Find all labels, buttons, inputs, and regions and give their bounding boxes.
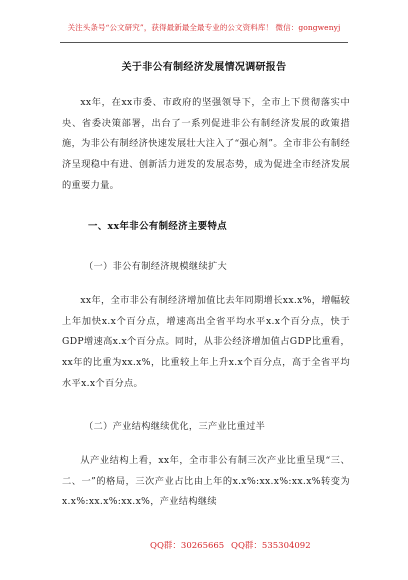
section-heading: 一、xx年非公有制经济主要特点 [88,221,228,232]
header-divider [60,42,348,43]
body-paragraph: xx年，全市非公有制经济增加值比去年同期增长xx.x%，增幅较上年加快x.x个百分点，增速高出全省平均水平x.x个百分点，快于GDP增速高x.x个百分点。同时，从非公经济增加值占GDP比重看，xx年的比重为xx.x%，比重较上年上升x.x个百分点，高于全省平均水平x.x个百分点。 [62,295,350,389]
footer-qq-group-2: QQ群：535304092 [231,541,311,551]
intro-paragraph: xx年，在xx市委、市政府的坚强领导下，全市上下贯彻落实中央、省委决策部署，出台了一系列促进非公有制经济发展的政策措施，为非公有制经济快速发展壮大注入了“强心剂”。全市非公有制经济呈现稳中有进、创新活力迸发的发展态势，成为促进全市经济发展的重要力量。 [62,97,350,191]
subsection-heading: （二）产业结构继续优化，三产业比重过半 [84,421,266,432]
body-paragraph: 从产业结构上看，xx年，全市非公有制三次产业比重呈现“三、二、一”的格局，三次产业占比由上年的x.x%:xx.x%:xx.x%转变为x.x%:xx.x%:xx.x%，产业结构继续 [62,455,350,508]
document-title: 关于非公有制经济发展情况调研报告 [121,62,287,73]
footer-qq-group-1: QQ群：30265665 [150,541,225,551]
subsection-heading: （一）非公有制经济规模继续扩大 [84,261,228,272]
header-banner: 关注头条号“公文研究”，获得最新最全最专业的公文资料库！ 微信：gongwenyj [67,23,341,32]
